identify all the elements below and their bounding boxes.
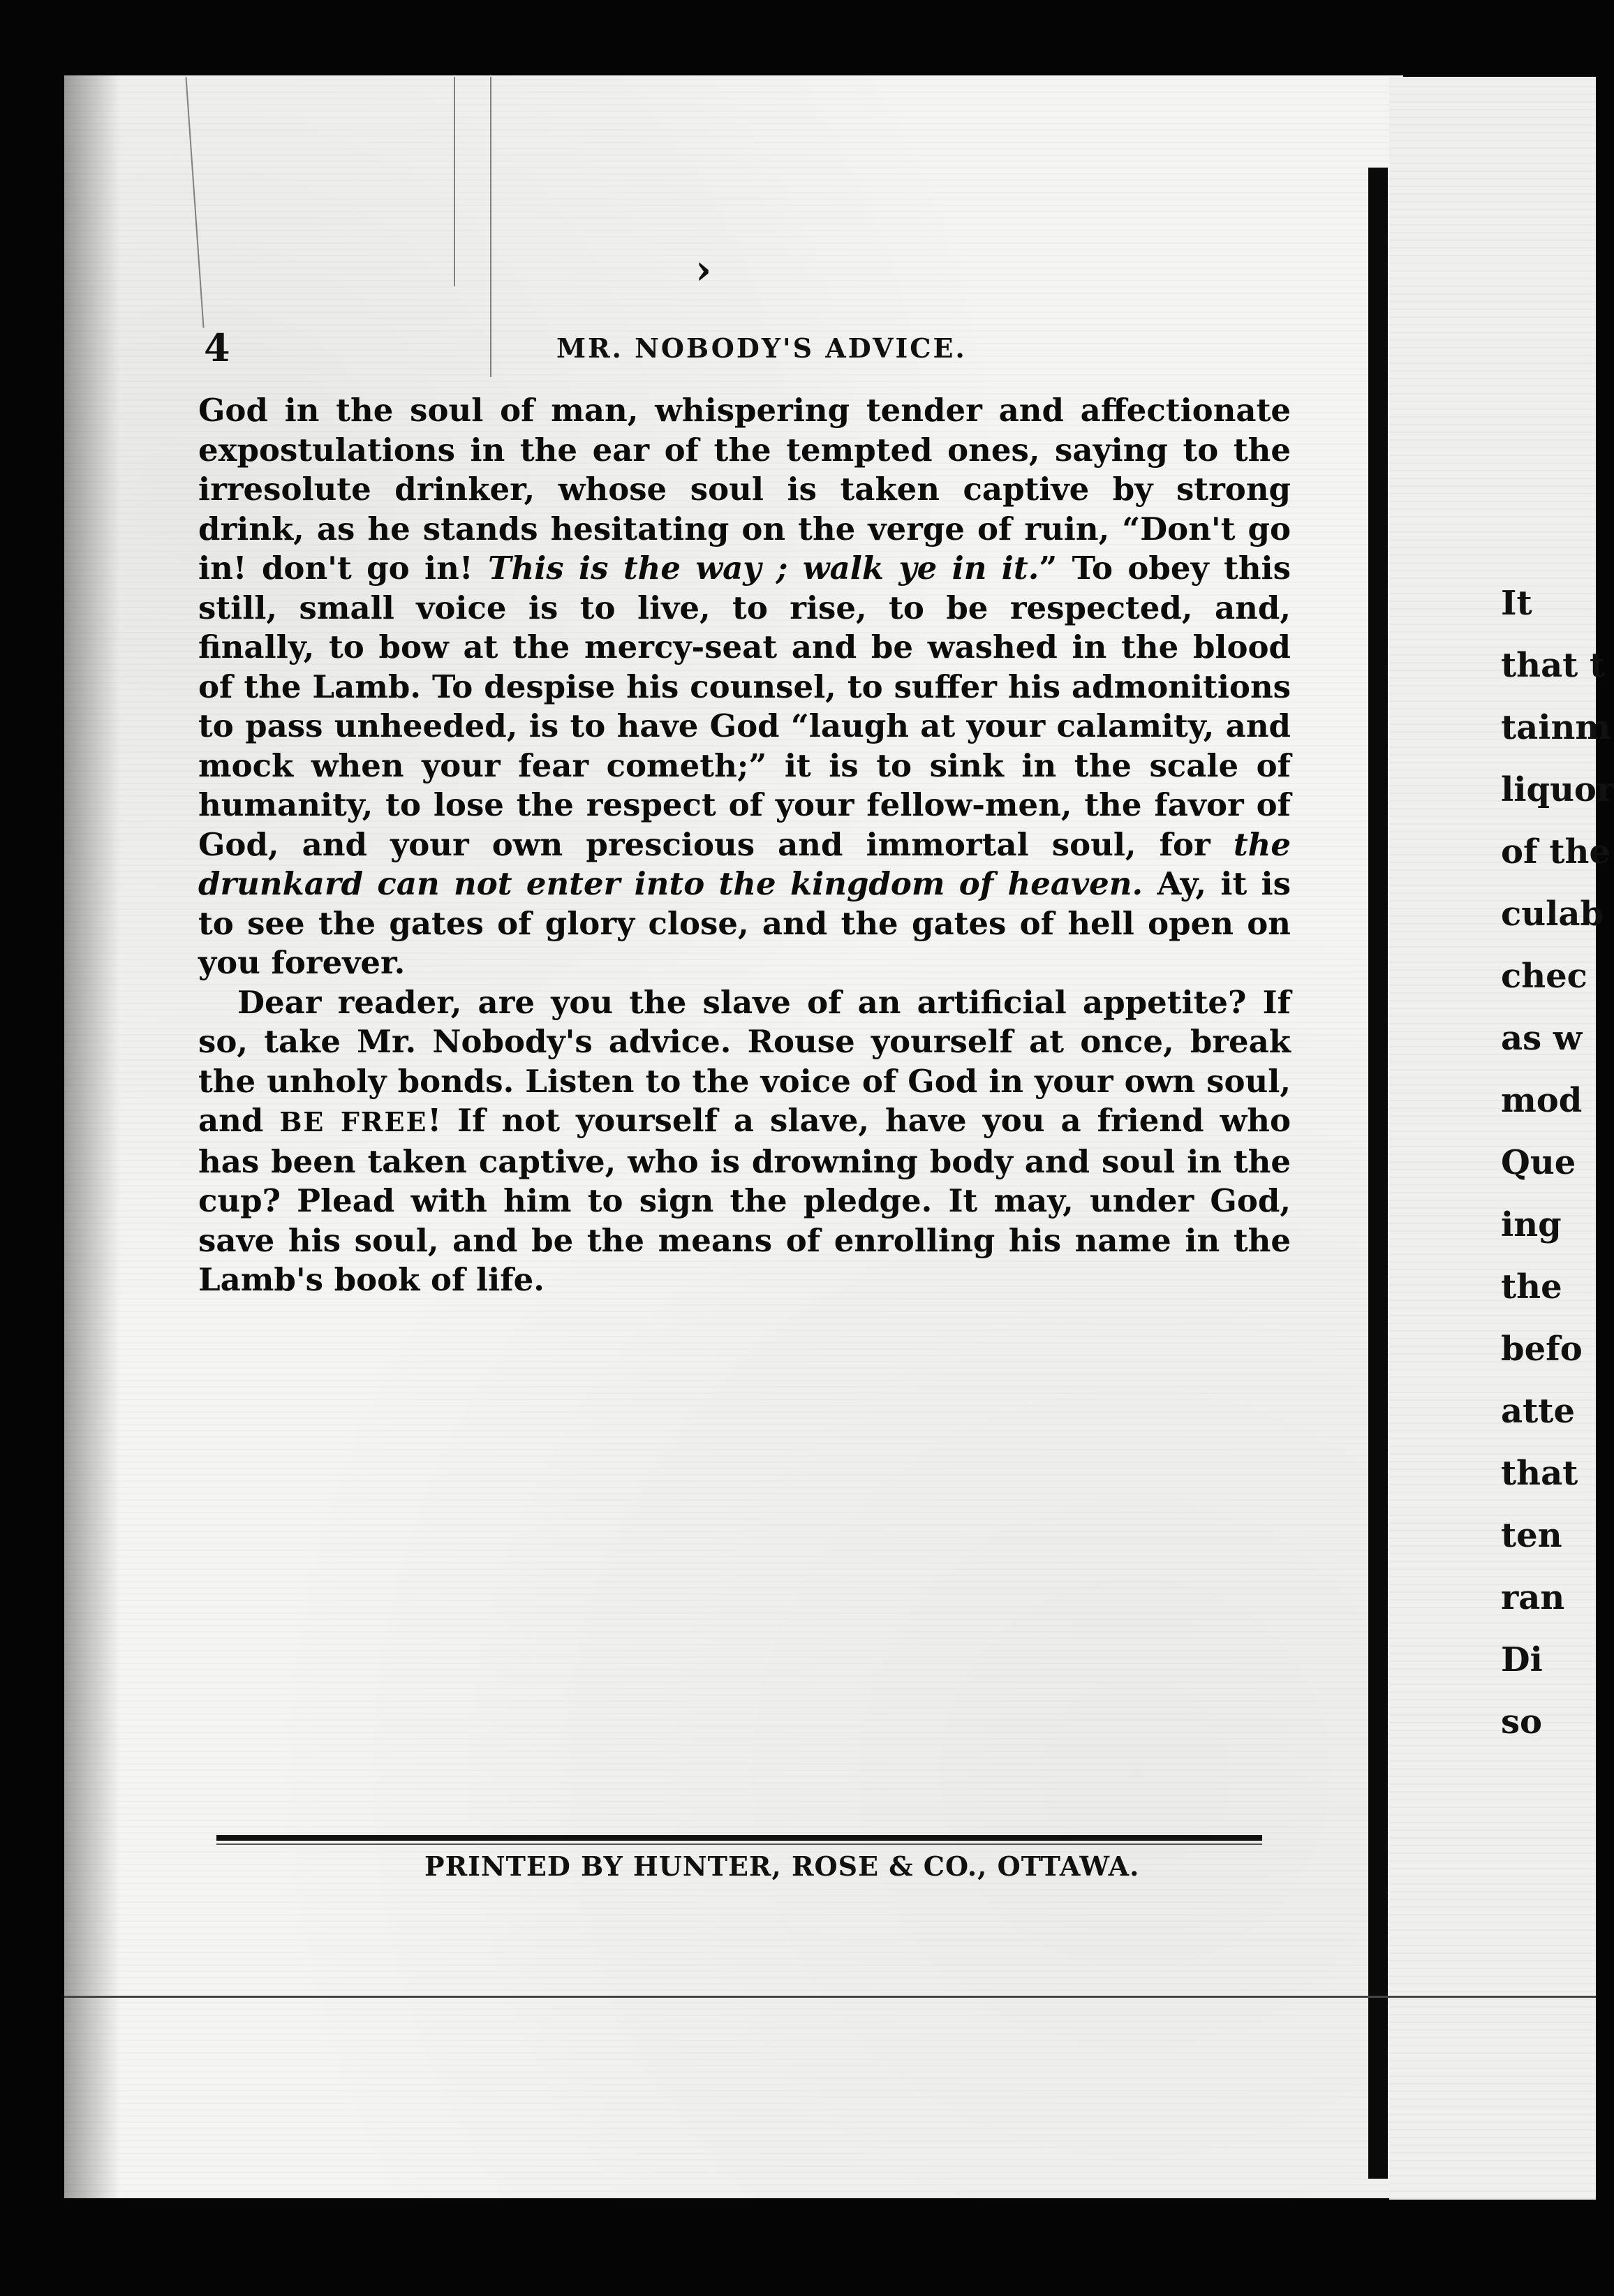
binding-fold (1368, 168, 1388, 2179)
footer-rule (216, 1835, 1262, 1841)
scan-divider (64, 1996, 1596, 1998)
body-text (198, 391, 1291, 1300)
italic-quote: the drunkard can not enter into the kingdom of heaven. (198, 825, 1291, 902)
facing-page-line: Que (1501, 1143, 1576, 1182)
text-run: Dear reader, are you the slave of an artificial appetite? If so, take Mr. Nobody's advice. Rouse yourself at once, break the unholy bonds. Listen to the voice of God in your own soul, and (198, 983, 1291, 1139)
facing-page-line: as w (1501, 1019, 1583, 1058)
printer-imprint: PRINTED BY HUNTER, ROSE & CO., OTTAWA. (424, 1850, 1140, 1882)
text-run: Ay, it is to see the gates of glory close, and the gates of hell open on you forever. (198, 865, 1291, 981)
text-run: ” To obey this still, small voice is to live, to rise, to be respected, and, finally, to bow at the mercy-seat and be washed in the blood of the Lamb. To despise his counsel, to suffer his admonitions to pass unheeded, is to have God “laugh at your calamity, and mock when your fear cometh;” it is to sink in the scale of humanity, to lose the respect of your fellow-men, the favor of God, and your own prescious and immortal soul, for (198, 550, 1291, 863)
facing-page-line: the (1501, 1267, 1562, 1307)
facing-page-line: chec (1501, 957, 1587, 996)
facing-page-line: of the (1501, 832, 1611, 871)
facing-page-line: ten (1501, 1516, 1562, 1555)
text-run: ! If not yourself a slave, have you a friend who has been taken captive, who is drowning body and soul in the cup? Plead with him to sign the pledge. It may, under God, save his soul, and be the means of enrolling his name in the Lamb's book of life. (198, 1102, 1291, 1298)
page-edge-shadow (64, 75, 120, 2198)
facing-page-line: ing (1501, 1205, 1562, 1244)
facing-page-line: Di (1501, 1640, 1543, 1679)
running-head (204, 325, 1293, 374)
scan-scratch (454, 77, 455, 286)
footer-rule-thin (216, 1844, 1262, 1845)
paragraph (198, 391, 1291, 983)
paragraph (198, 983, 1291, 1300)
facing-page-line: so (1501, 1702, 1543, 1742)
facing-page-line: that (1501, 1454, 1578, 1493)
facing-page-line: that t (1501, 646, 1606, 685)
facing-page-line: atte (1501, 1392, 1575, 1431)
page-number: 4 (204, 325, 230, 370)
ornament-mark: › (695, 246, 712, 293)
facing-page-line: liquor (1501, 770, 1614, 809)
emphasis-smallcaps: BE FREE (279, 1106, 428, 1138)
facing-page-line: befo (1501, 1330, 1583, 1369)
facing-page-line: tainm (1501, 708, 1611, 747)
facing-page-text (1501, 573, 1614, 1753)
facing-page-line: It (1501, 584, 1532, 623)
facing-page-line: mod (1501, 1081, 1583, 1120)
facing-page-line: culab (1501, 895, 1604, 934)
text-run: God in the soul of man, whispering tender and affectionate expostulations in the ear of the tempted ones, saying to the irresolute drinker, whose soul is taken captive by strong drink, as he stands hesitating on the verge of ruin, “Don't go in! don't go in! (198, 392, 1291, 587)
running-title: MR. NOBODY'S ADVICE. (556, 332, 967, 364)
italic-quote: This is the way ; walk ye in it. (487, 550, 1039, 587)
facing-page-line: ran (1501, 1578, 1565, 1617)
